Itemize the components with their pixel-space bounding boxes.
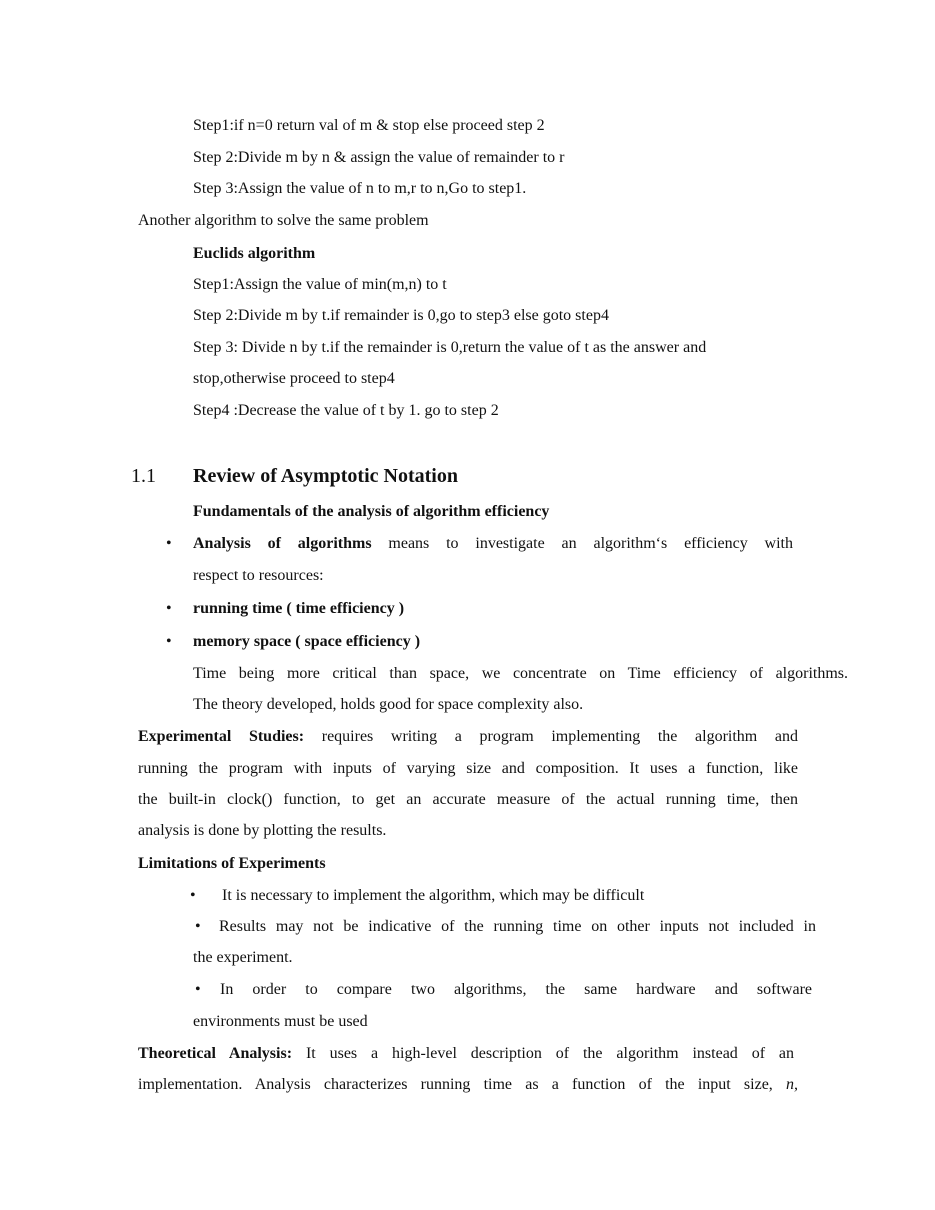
limitation-item-2-line-1: Results may not be indicative of the running time on other inputs not included in — [219, 918, 816, 935]
bullet-icon: • — [166, 633, 172, 650]
experimental-label: Experimental Studies: — [138, 728, 305, 745]
step-line-2: Step 2:Divide m by n & assign the value of remainder to r — [193, 149, 565, 166]
input-size-variable: n, — [786, 1076, 798, 1093]
euclid-step-3-line-1: Step 3: Divide n by t.if the remainder is 0,return the value of t as the answer and — [193, 339, 707, 356]
experimental-line-4: analysis is done by plotting the results. — [138, 822, 387, 839]
memory-space-bullet: memory space ( space efficiency ) — [193, 633, 421, 650]
limitation-item-2-line-2: the experiment. — [193, 949, 293, 966]
theoretical-line-2 — [138, 1075, 798, 1095]
step-line-1: Step1:if n=0 return val of m & stop else proceed step 2 — [193, 117, 545, 134]
time-critical-line-2: The theory developed, holds good for space complexity also. — [193, 696, 584, 713]
analysis-bold-term: Analysis of algorithms — [193, 535, 372, 552]
bullet-icon: • — [195, 981, 201, 998]
experimental-line-1 — [138, 727, 798, 747]
theoretical-line-1-rest: It uses a high-level description of the algorithm instead of an — [305, 1045, 794, 1062]
euclid-step-3-line-2: stop,otherwise proceed to step4 — [193, 370, 395, 387]
limitations-title: Limitations of Experiments — [138, 855, 326, 872]
analysis-bullet-rest: means to investigate an algorithm‘s efficiency with — [388, 535, 793, 552]
euclids-title: Euclids algorithm — [193, 245, 316, 262]
running-time-bullet: running time ( time efficiency ) — [193, 600, 405, 617]
analysis-bullet-line-1 — [193, 534, 793, 554]
limitation-item-3-line-1: In order to compare two algorithms, the same hardware and software — [220, 981, 812, 998]
experimental-line-2: running the program with inputs of varying size and composition. It uses a function, like — [138, 760, 798, 777]
theoretical-line-1 — [138, 1044, 794, 1064]
another-algorithm-text: Another algorithm to solve the same problem — [138, 212, 429, 229]
step-line-3: Step 3:Assign the value of n to m,r to n,Go to step1. — [193, 180, 527, 197]
bullet-icon: • — [166, 600, 172, 617]
section-subtitle: Fundamentals of the analysis of algorithm efficiency — [193, 503, 550, 520]
theoretical-label: Theoretical Analysis: — [138, 1045, 293, 1062]
euclid-step-2: Step 2:Divide m by t.if remainder is 0,go to step3 else goto step4 — [193, 307, 609, 324]
euclid-step-4: Step4 :Decrease the value of t by 1. go to step 2 — [193, 402, 499, 419]
bullet-icon: • — [190, 887, 196, 904]
limitation-item-1: It is necessary to implement the algorithm, which may be difficult — [222, 887, 645, 904]
limitation-item-3-line-2: environments must be used — [193, 1013, 368, 1030]
experimental-line-1-rest: requires writing a program implementing the algorithm and — [321, 728, 798, 745]
section-title: Review of Asymptotic Notation — [193, 465, 458, 487]
analysis-bullet-line-2: respect to resources: — [193, 567, 324, 584]
bullet-icon: • — [166, 535, 172, 552]
section-number: 1.1 — [131, 465, 156, 487]
theoretical-line-2-main: implementation. Analysis characterizes running time as a function of the input size, — [138, 1076, 773, 1093]
experimental-line-3: the built-in clock() function, to get an accurate measure of the actual running time, then — [138, 791, 798, 808]
euclid-step-1: Step1:Assign the value of min(m,n) to t — [193, 276, 447, 293]
bullet-icon: • — [195, 918, 201, 935]
time-critical-line-1: Time being more critical than space, we concentrate on Time efficiency of algorithms. — [193, 665, 848, 682]
